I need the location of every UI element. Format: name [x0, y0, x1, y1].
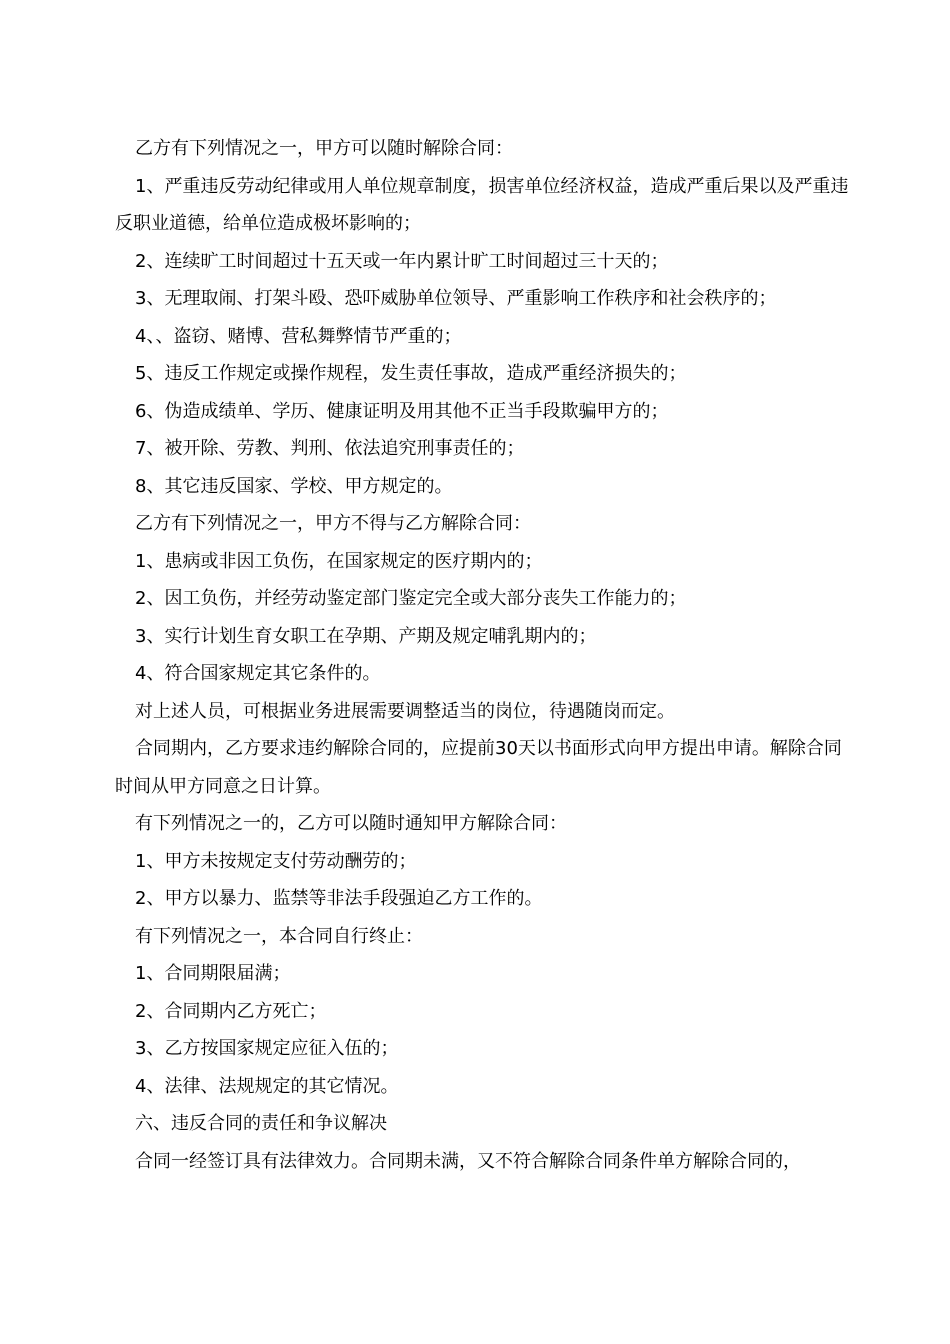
- paragraph: 7、被开除、劳教、判刑、依法追究刑事责任的；: [135, 438, 525, 459]
- paragraph: 6、伪造成绩单、学历、健康证明及用其他不正当手段欺骗甲方的；: [135, 400, 669, 422]
- paragraph: 3、实行计划生育女职工在孕期、产期及规定哺乳期内的；: [135, 625, 597, 647]
- document-body: [115, 130, 855, 1180]
- paragraph: 2、连续旷工时间超过十五天或一年内累计旷工时间超过三十天的；: [135, 250, 669, 272]
- paragraph: 5、违反工作规定或操作规程，发生责任事故，造成严重经济损失的；: [135, 363, 687, 384]
- paragraph: 4、法律、法规规定的其它情况。: [135, 1075, 399, 1097]
- paragraph: 4、符合国家规定其它条件的。: [135, 663, 381, 684]
- paragraph: 有下列情况之一，本合同自行终止：: [135, 925, 423, 947]
- paragraph: 对上述人员，可根据业务进展需要调整适当的岗位，待遇随岗而定。: [135, 700, 675, 722]
- paragraph: 1、严重违反劳动纪律或用人单位规章制度，损害单位经济权益，造成严重后果以及严重违反职业道德，给单位造成极坏影响的；: [115, 175, 849, 234]
- paragraph: 有下列情况之一的，乙方可以随时通知甲方解除合同：: [135, 813, 567, 834]
- paragraph: 8、其它违反国家、学校、甲方规定的。: [135, 475, 453, 497]
- paragraph: 2、甲方以暴力、监禁等非法手段强迫乙方工作的。: [135, 888, 543, 909]
- paragraph: 合同期内，乙方要求违约解除合同的，应提前30天以书面形式向甲方提出申请。解除合同时间从甲方同意之日计算。: [115, 738, 842, 797]
- paragraph: 4、、盗窃、赌博、营私舞弊情节严重的；: [135, 325, 462, 347]
- paragraph: 乙方有下列情况之一，甲方不得与乙方解除合同：: [135, 513, 531, 534]
- paragraph: 1、合同期限届满；: [135, 963, 291, 984]
- paragraph: 1、患病或非因工负伤，在国家规定的医疗期内的；: [135, 550, 543, 572]
- paragraph: 2、因工负伤，并经劳动鉴定部门鉴定完全或大部分丧失工作能力的；: [135, 588, 687, 609]
- paragraph: 六、违反合同的责任和争议解决: [135, 1113, 387, 1134]
- paragraph: 合同一经签订具有法律效力。合同期未满，又不符合解除合同条件单方解除合同的，: [135, 1150, 801, 1172]
- paragraph: 3、乙方按国家规定应征入伍的；: [135, 1038, 399, 1059]
- paragraph: 1、甲方未按规定支付劳动酬劳的；: [135, 850, 417, 872]
- paragraph: 乙方有下列情况之一，甲方可以随时解除合同：: [135, 138, 513, 159]
- paragraph: 2、合同期内乙方死亡；: [135, 1000, 327, 1022]
- paragraph: 3、无理取闹、打架斗殴、恐吓威胁单位领导、严重影响工作秩序和社会秩序的；: [135, 288, 777, 309]
